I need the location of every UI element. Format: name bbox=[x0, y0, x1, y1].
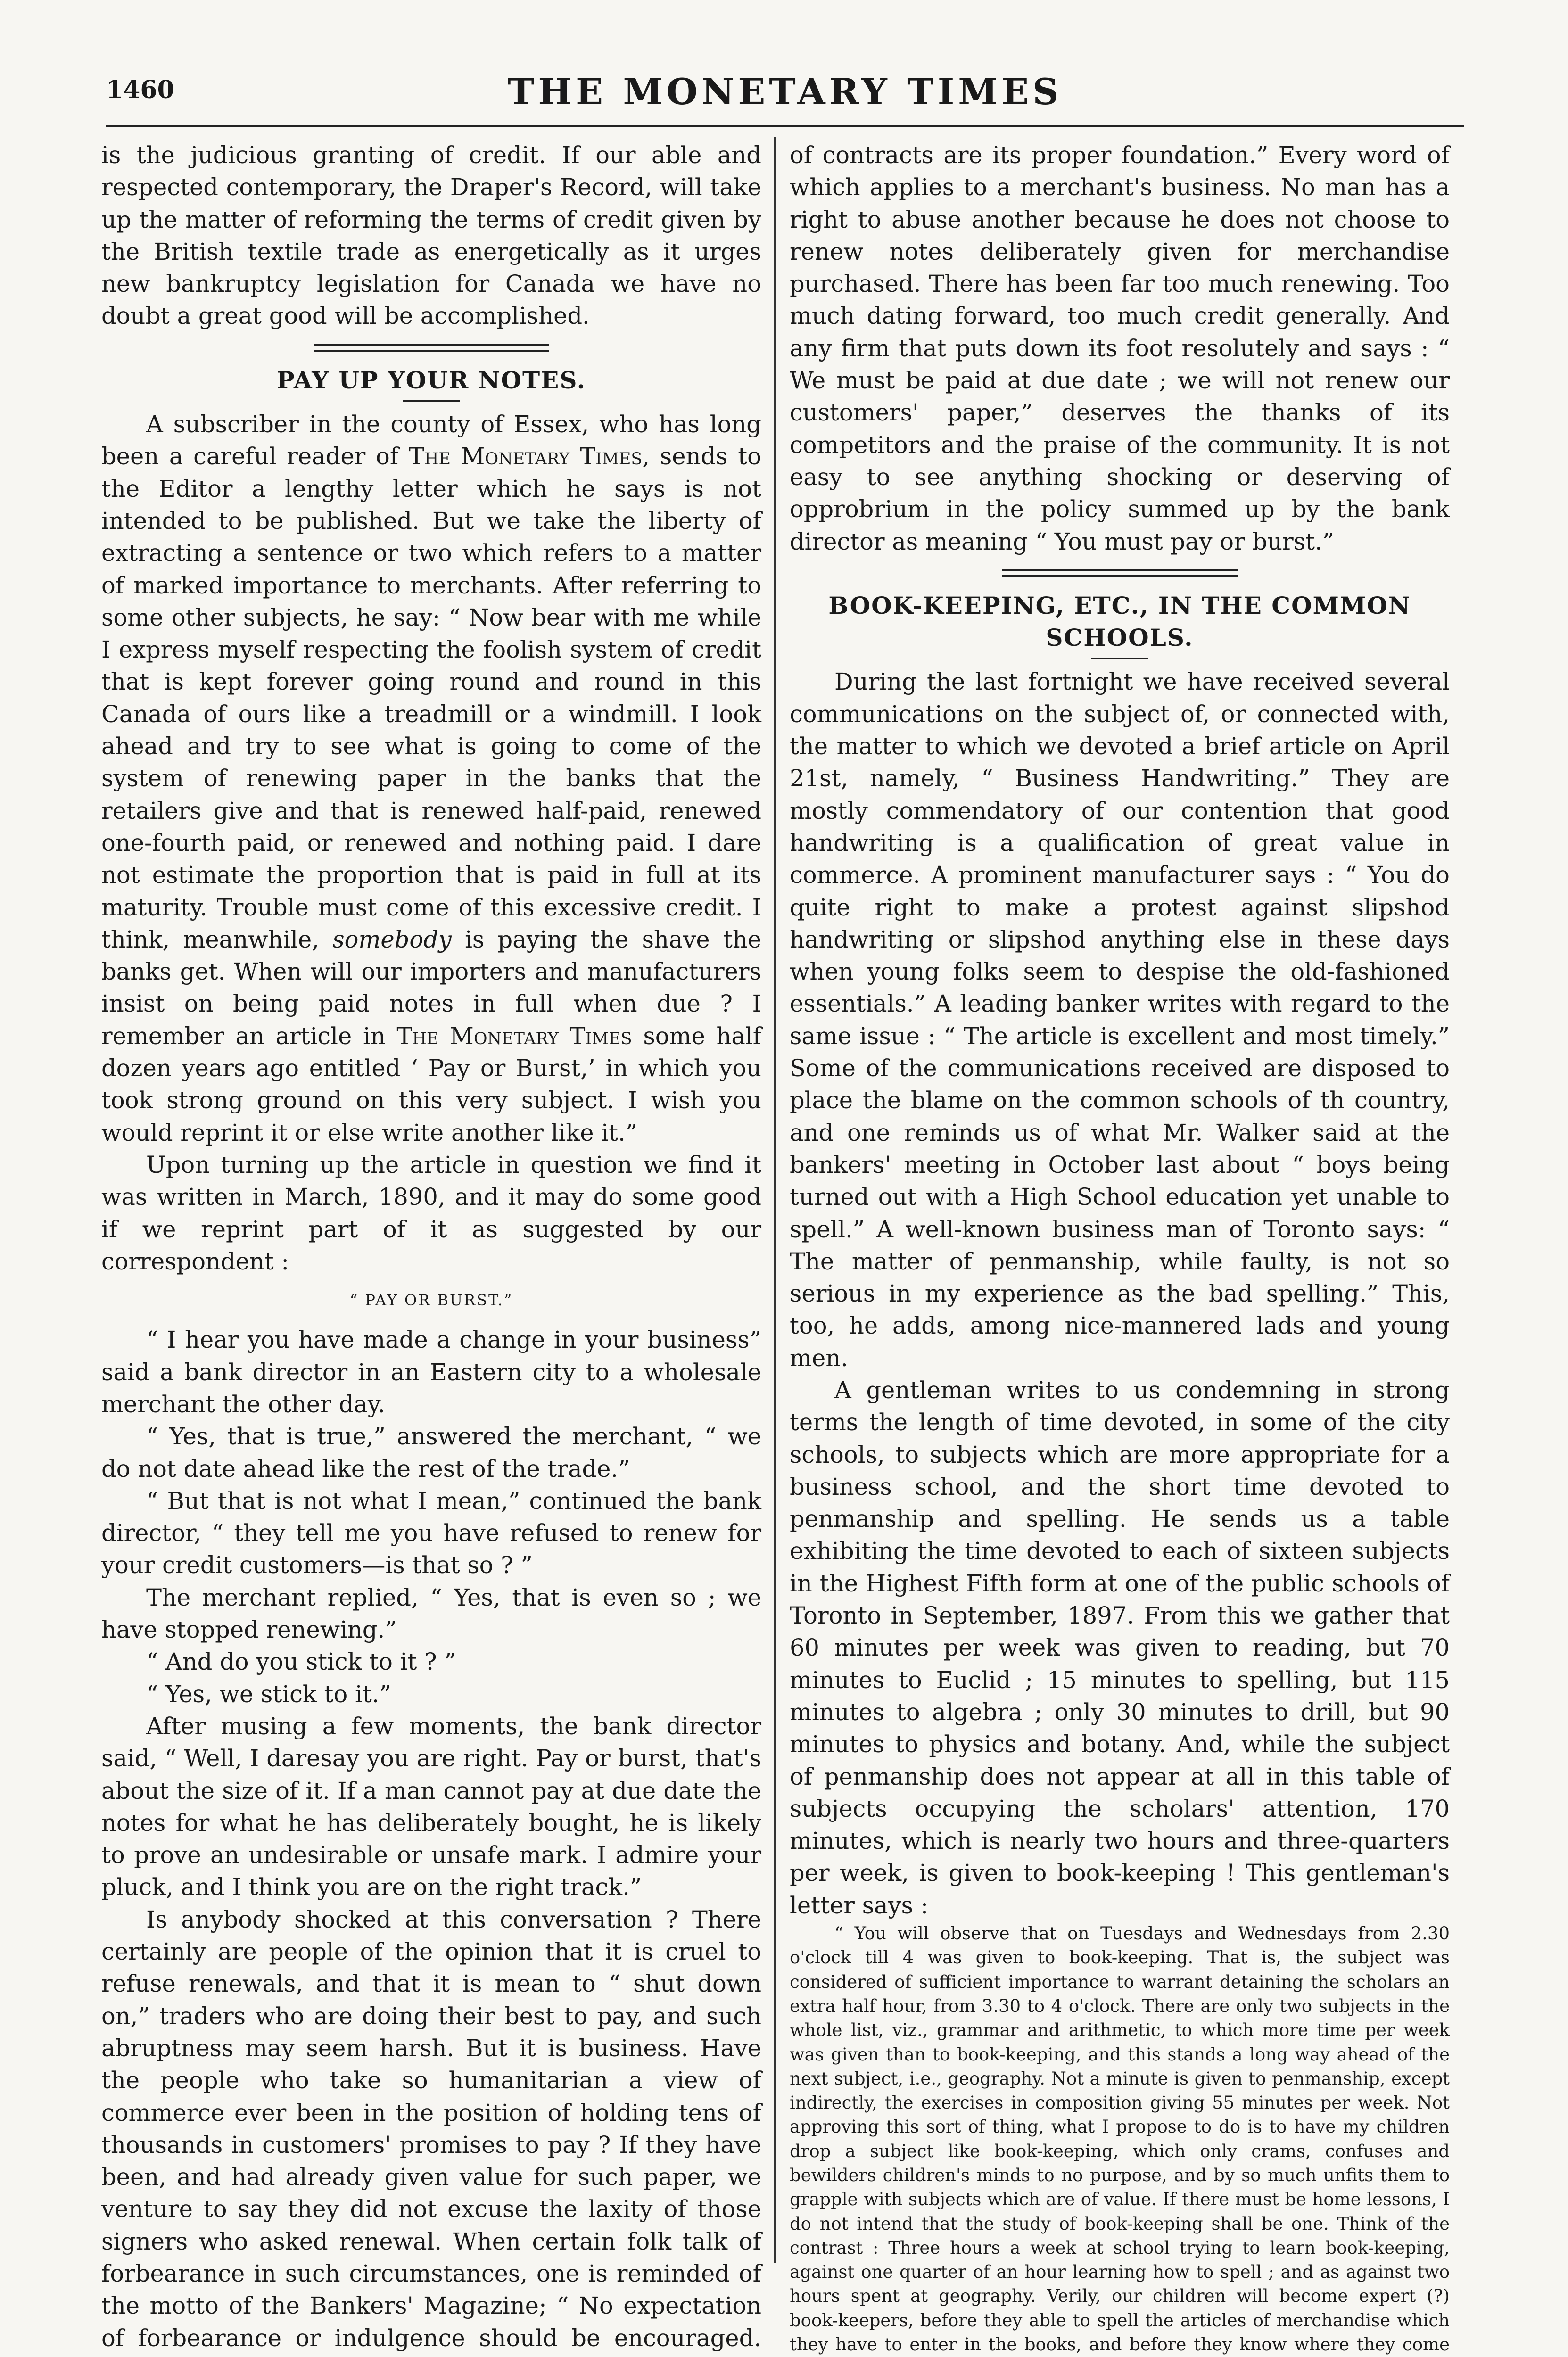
subheading-pay-or-burst: “ PAY OR BURST.” bbox=[349, 1291, 513, 1310]
quoted-letter: “ You will observe that on Tuesdays and Wednesdays from 2.30 o'clock till 4 was given to book-keeping. That is, the subject was considered of sufficient importance to warrant detaining the scholars an extra half hour, from 3.30 to 4 o'clock. There are only two subjects in the whole list, viz., grammar and arithmetic, to which more time per week was given than to book-keeping, and this stands a long way ahead of the next subject, i.e., geography. Not a minute is given to penmanship, except indirectly, the exercises in composition giving 55 minutes per week. Not approving this sort of thing, what I propose to do is to have my children drop a subject like book-keeping, which only crams, confuses and bewilders children's minds to no purpose, and by so much unfits them to grapple with subjects which are of value. If there must be home lessons, I do not intend that the study of book-keeping shall be one. Think of the contrast : Three hours a week at school trying to learn book-keeping, against one quarter of an hour learning how to spell ; and as against two hours spent at geography. Verily, our children will become expert (?) book-keepers, before they able to spell the articles of merchandise which they have to enter in the books, and before they know where they come bbox=[790, 1923, 1450, 2355]
publication-name: The Monetary Times bbox=[408, 443, 643, 470]
article-paragraph: “ And do you stick to it ? ” bbox=[146, 1648, 456, 1676]
article-title-pay-up: PAY UP YOUR NOTES. bbox=[276, 366, 586, 394]
article-paragraph: “ Yes, we stick to it.” bbox=[146, 1680, 391, 1708]
page-number: 1460 bbox=[106, 75, 174, 104]
column-divider bbox=[774, 137, 776, 2263]
article-paragraph: “ Yes, that is true,” answered the merchant, “ we do not date ahead like the rest of the trade.” bbox=[101, 1423, 761, 1483]
section-divider bbox=[314, 344, 549, 352]
section-divider bbox=[1002, 569, 1238, 577]
intro-paragraph: is the judicious granting of credit. If our able and respected contemporary, the Draper's Record, will take up the matter of reforming the terms of credit given by the British textile trade as energetically as it urges new bankruptcy legislation for Canada we have no doubt a great good will be accomplished. bbox=[101, 141, 761, 330]
title-rule bbox=[1091, 658, 1148, 659]
article-paragraph: A subscriber in the county of Essex, who has long been a careful reader of The Monetary Times, sends to the Editor a lengthy letter which he says is not intended to be published. But we take the liberty of extracting a sentence or two which refers to a matter of marked importance to merchants. After referring to some other subjects, he say: “ Now bear with me while I express myself respecting the foolish system of credit that is kept forever going round and round in this Canada of ours like a treadmill or a windmill. I look ahead and try to see what is going to come of the system of renewing paper in the banks that the retailers give and that is renewed half-paid, renewed one-fourth paid, or renewed and nothing paid. I dare not estimate the proportion that is paid in full at its maturity. Trouble must come of this excessive credit. I think, meanwhile, somebody is paying the shave the banks get. When will our importers and manufacturers insist on being paid notes in full when due ? I remember an article in The Monetary Times some half dozen years ago entitled ‘ Pay or Burst,’ in which you took strong ground on this very subject. I wish you would reprint it or else write another like it.” bbox=[101, 411, 762, 1146]
article-paragraph: Is anybody shocked at this conversation ? There certainly are people of the opinion that it is cruel to refuse renewals, and that it is mean to “ shut down on,” traders who are doing their best to pay, and such abruptness may seem harsh. But it is business. Have the people who take so humanitarian a view of commerce ever been in the position of holding tens of thousands in customers' promises to pay ? If they have been, and had already given value for such paper, we venture to say they did not excuse the laxity of those signers who asked renewal. When certain folk talk of forbearance in such circumstances, one is reminded of the motto of the Bankers' Magazine; “ No expectation of forbearance or indulgence should be encouraged. bbox=[101, 1905, 761, 2352]
article-paragraph: “ I hear you have made a change in your business” said a bank director in an Eastern city to a wholesale merchant the other day. bbox=[101, 1326, 761, 1418]
article-paragraph: The merchant replied, “ Yes, that is even so ; we have stopped renewing.” bbox=[101, 1583, 761, 1644]
journal-title: THE MONETARY TIMES bbox=[507, 71, 1063, 113]
article-paragraph: After musing a few moments, the bank director said, “ Well, I daresay you are right. Pay or burst, that's about the size of it. If a man cannot pay at due date the notes for what he has deliberately bought, he is likely to prove an undesirable or unsafe mark. I admire your pluck, and I think you are on the right track.” bbox=[101, 1712, 761, 1901]
article-title-book-keeping: BOOK-KEEPING, ETC., IN THE COMMON SCHOOLS. bbox=[828, 591, 1411, 652]
article-paragraph: “ But that is not what I mean,” continued the bank director, “ they tell me you have refused to renew for your credit customers—is that so ? ” bbox=[101, 1487, 761, 1579]
article-paragraph: During the last fortnight we have received several communications on the subject of, or connected with, the matter to which we devoted a brief article on April 21st, namely, “ Business Handwriting.” They are mostly commendatory of our contention that good handwriting is a qualification of great value in commerce. A prominent manufacturer says : “ You do quite right to make a protest against slipshod handwriting or slipshod anything else in these days when young folks seem to despise the old-fashioned essentials.” A leading banker writes with regard to the same issue : “ The article is excellent and most timely.” Some of the communications received are disposed to place the blame on the common schools of th country, and one reminds us of what Mr. Walker said at the bankers' meeting in October last about “ boys being turned out with a High School education yet unable to spell.” A well-known business man of Toronto says: “ The matter of penmanship, while faulty, is not so serious in my experience as the bad spelling.” This, too, he adds, among nice-mannered lads and young men. bbox=[790, 668, 1450, 1372]
continuation-paragraph: of contracts are its proper foundation.” Every word of which applies to a merchant's business. No man has a right to abuse another because he does not choose to renew notes deliberately given for merchandise purchased. There has been far too much renewing. Too much dating forward, too much credit generally. And any firm that puts down its foot resolutely and says : “ We must be paid at due date ; we will not renew our customers' paper,” deserves the thanks of its competitors and the praise of the community. It is not easy to see anything shocking or deserving of opprobrium in the policy summed up by the bank director as meaning “ You must pay or burst.” bbox=[790, 141, 1450, 555]
publication-name: The Monetary Times bbox=[396, 1022, 632, 1050]
right-column bbox=[790, 139, 1450, 2357]
left-column bbox=[101, 139, 761, 2357]
emphasis: somebody bbox=[332, 925, 452, 953]
page-header bbox=[106, 71, 1464, 127]
title-rule bbox=[403, 400, 460, 402]
header-rule bbox=[106, 125, 1464, 127]
article-paragraph: Upon turning up the article in question we find it was written in March, 1890, and it may do some good if we reprint part of it as suggested by our correspondent : bbox=[101, 1151, 761, 1275]
article-paragraph: A gentleman writes to us condemning in strong terms the length of time devoted, in some of the city schools, to subjects which are more appropriate for a business school, and the short time devoted to penmanship and spelling. He sends us a table exhibiting the time devoted to each of sixteen subjects in the Highest Fifth form at one of the public schools of Toronto in September, 1897. From this we gather that 60 minutes per week was given to reading, but 70 minutes to Euclid ; 15 minutes to spelling, but 115 minutes to algebra ; only 30 minutes to drill, but 90 minutes to physics and botany. And, while the subject of penmanship does not appear at all in this table of subjects occupying the scholars' attention, 170 minutes, which is nearly two hours and three-quarters per week, is given to book-keeping ! This gentleman's letter says : bbox=[790, 1376, 1450, 1919]
